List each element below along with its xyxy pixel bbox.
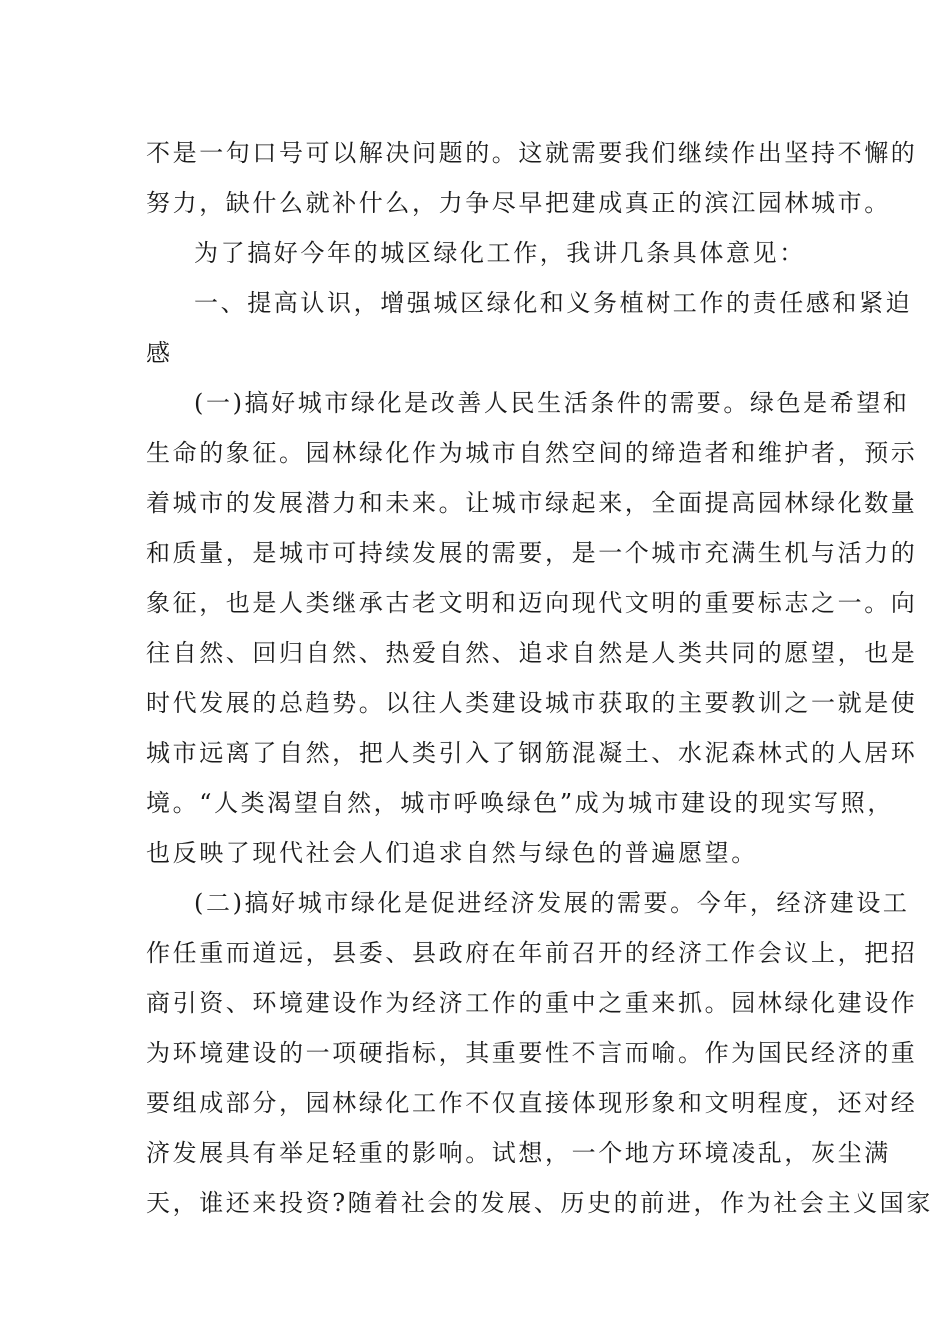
text-line: 城市远离了自然，把人类引入了钢筋混凝土、水泥森林式的人居环 xyxy=(146,739,918,767)
text-line: 要组成部分，园林绿化工作不仅直接体现形象和文明程度，还对经 xyxy=(146,1089,918,1117)
text-line: 商引资、环境建设作为经济工作的重中之重来抓。园林绿化建设作 xyxy=(146,989,918,1017)
text-line: 努力，缺什么就补什么，力争尽早把建成真正的滨江园林城市。 xyxy=(146,189,891,217)
section-heading-continued: 感 xyxy=(146,339,173,367)
text-line: 和质量，是城市可持续发展的需要，是一个城市充满生机与活力的 xyxy=(146,539,918,567)
text-line: 象征，也是人类继承古老文明和迈向现代文明的重要标志之一。向 xyxy=(146,589,918,617)
text-line: 往自然、回归自然、热爱自然、追求自然是人类共同的愿望，也是 xyxy=(146,639,918,667)
text-line: 也反映了现代社会人们追求自然与绿色的普遍愿望。 xyxy=(146,839,758,867)
text-line: 为了搞好今年的城区绿化工作，我讲几条具体意见： xyxy=(194,239,806,267)
text-line: 天，谁还来投资?随着社会的发展、历史的前进，作为社会主义国家 xyxy=(146,1189,933,1217)
text-line: 不是一句口号可以解决问题的。这就需要我们继续作出坚持不懈的 xyxy=(146,139,918,167)
text-line: 时代发展的总趋势。以往人类建设城市获取的主要教训之一就是使 xyxy=(146,689,918,717)
subsection-start: (一)搞好城市绿化是改善人民生活条件的需要。绿色是希望和 xyxy=(194,389,910,417)
text-line: 生命的象征。园林绿化作为城市自然空间的缔造者和维护者，预示 xyxy=(146,439,918,467)
text-line: 作任重而道远，县委、县政府在年前召开的经济工作会议上，把招 xyxy=(146,939,918,967)
text-line: 着城市的发展潜力和未来。让城市绿起来，全面提高园林绿化数量 xyxy=(146,489,918,517)
text-line: 济发展具有举足轻重的影响。试想，一个地方环境凌乱，灰尘满 xyxy=(146,1139,891,1167)
text-line: 境。“人类渴望自然，城市呼唤绿色”成为城市建设的现实写照， xyxy=(146,789,894,817)
subsection-start: (二)搞好城市绿化是促进经济发展的需要。今年，经济建设工 xyxy=(194,889,910,917)
section-heading: 一、提高认识，增强城区绿化和义务植树工作的责任感和紧迫 xyxy=(194,289,913,317)
text-line: 为环境建设的一项硬指标，其重要性不言而喻。作为国民经济的重 xyxy=(146,1039,918,1067)
